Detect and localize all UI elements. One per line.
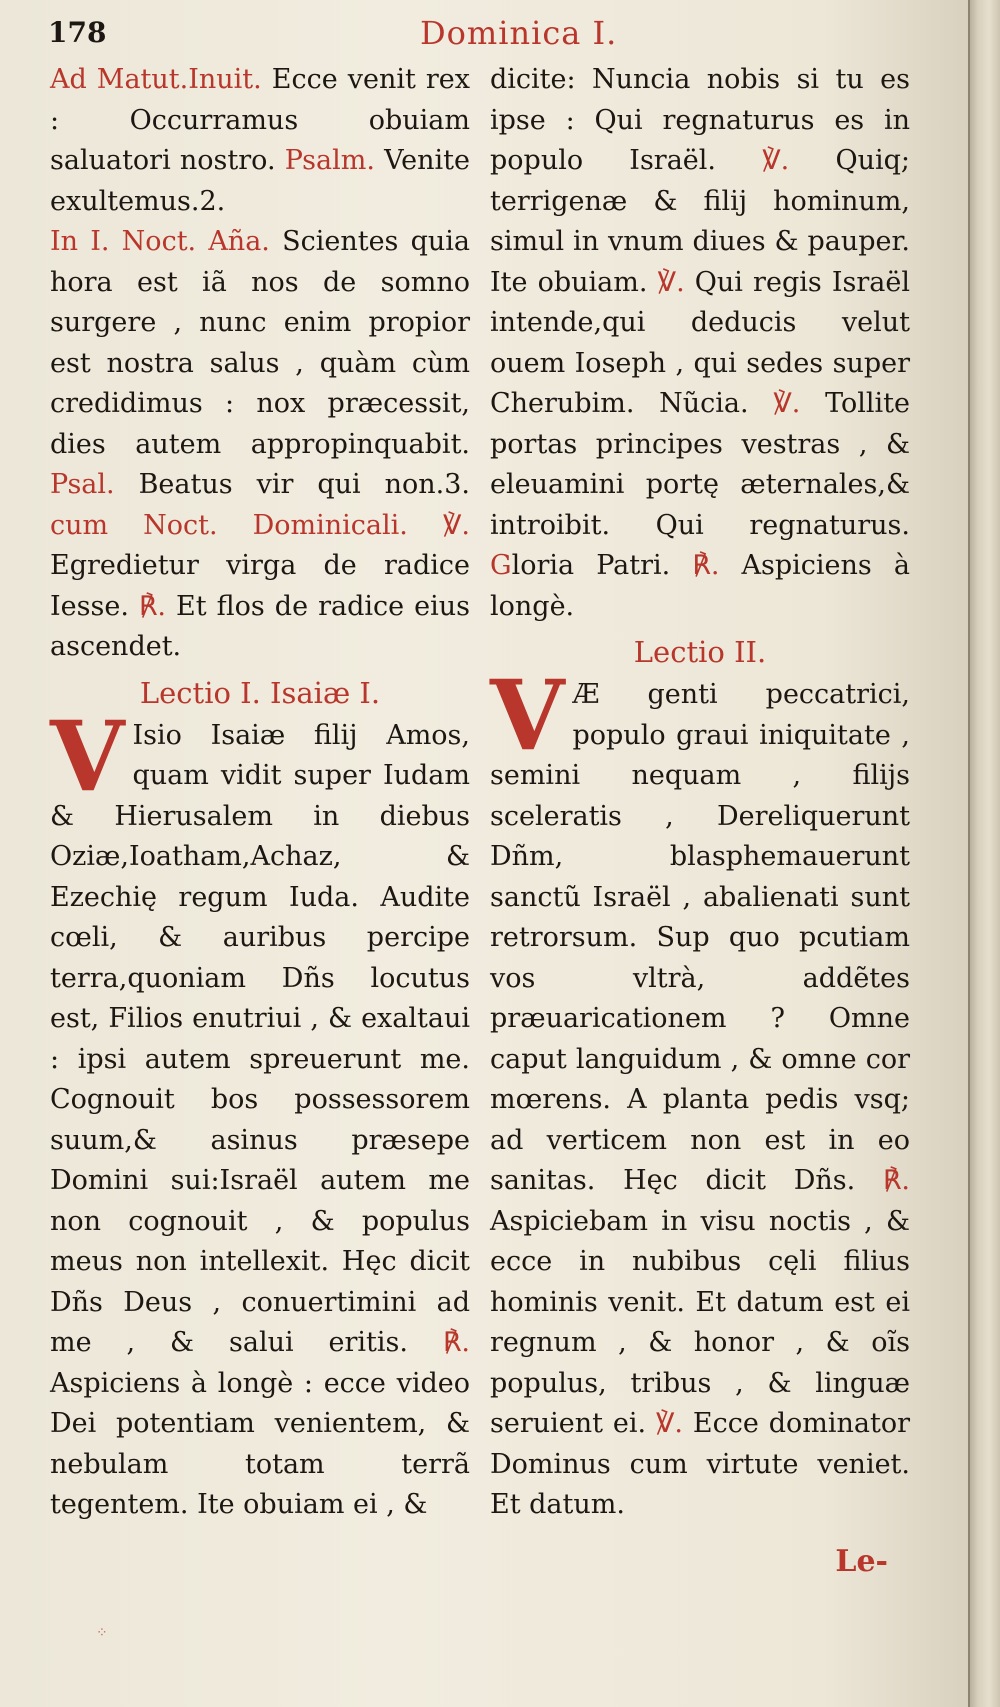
responsory-continuation: [490, 60, 910, 627]
page-header: [48, 14, 908, 62]
versicle-text: Tollite portas principes vestras , & eleuamini portę æternales,& introibit. Qui regnaturus.: [490, 388, 910, 541]
rubric-psalm: Psalm.: [284, 145, 375, 176]
response-text: Et flos de radice eius ascendet.: [50, 590, 470, 662]
gloria-text: loria Patri.: [511, 550, 671, 581]
response-symbol: ℟.: [442, 1327, 470, 1358]
drop-capital: V: [50, 699, 125, 813]
versicle-text: Egredietur virga de radice Iesse.: [50, 550, 470, 622]
antiphon-text: Scientes quia hora est iã nos de somno surgere , nunc enim propior est nostra salus , quàm cùm credidimus : nox præcessit, dies autem appropinquabit.: [50, 226, 470, 460]
lesson-2-title: Lectio II.: [633, 635, 767, 669]
lesson-1-response: Aspiciens à longè : ecce video Dei potentiam venientem, & nebulam totam terrã tegentem. Ite obuiam ei , &: [50, 1367, 470, 1520]
rubric-nocturn: In I. Noct. Aña.: [50, 226, 270, 257]
rubric-cum-nocturn: cum Noct. Dominicali.: [50, 509, 408, 541]
versicle-symbol: ℣.: [442, 509, 470, 541]
response-symbol: ℟.: [882, 1165, 910, 1196]
versicle-text: Qui regis Israël intende,qui deducis velut ouem Ioseph , qui sedes super Cherubim. Nũcia.: [490, 266, 910, 419]
rubric-matins: Ad Matut.Inuit.: [50, 64, 262, 95]
response-text: Aspiciens à longè.: [490, 550, 910, 622]
ink-stain-icon: ⁘: [96, 1625, 108, 1641]
matins-invitatory: [50, 60, 470, 222]
versicle-symbol: ℣.: [762, 145, 790, 176]
gloria-initial: G: [490, 550, 512, 581]
lesson-1-body: [50, 699, 470, 1526]
lesson-2-versicle: Ecce dominator Dominus cum virtute veniet. Et datum.: [490, 1408, 910, 1520]
first-nocturn: [50, 222, 470, 668]
lesson-2-text: Æ genti peccatrici, populo graui iniquitate , semini nequam , filijs sceleratis , Dereliquerunt Dñm, blasphemauerunt sanctũ Israël , abalienati sunt retrorsum. Sup quo pcutiam vos vltrà, addẽtes præuaricationem ? Omne caput languidum , & omne cor mœrens. A planta pedis vsq; ad verticem non est in eo sanitas. Hęc dicit Dñs.: [490, 679, 910, 1196]
lesson-1-text: Isio Isaiæ filij Amos, quam vidit super Iudam & Hierusalem in diebus Oziæ,Ioatham,Achaz, & Ezechię regum Iuda. Audite cœli, & auribus percipe terra,quoniam Dñs locutus est, Filios enutriui , & exaltaui : ipsi autem spreuerunt me. Cognouit bos possessorem suum,& asinus præsepe Domini sui:Israël autem me non cognouit , & populus meus non intellexit. Hęc dicit Dñs Deus , conuertimini ad me , & salui eritis.: [50, 719, 470, 1358]
responsory-text: dicite: Nuncia nobis si tu es ipse : Qui regnaturus es in populo Israël.: [490, 64, 910, 176]
lesson-2-response: Aspiciebam in visu noctis , & ecce in nubibus cęli filius hominis venit. Et datum est ei regnum , & honor , & oĩs populus, tribus , & linguæ seruient ei.: [490, 1205, 910, 1439]
response-symbol: ℟.: [138, 590, 167, 622]
left-column: [50, 60, 470, 1526]
page-number: 178: [48, 16, 107, 49]
catchword: Le-: [835, 1544, 888, 1579]
versicle-symbol: ℣.: [773, 388, 801, 419]
psalm-incipit: Venite exultemus.2.: [50, 145, 470, 217]
versicle-text: Quiq; terrigenæ & filij hominum, simul in vnum diues & pauper. Ite obuiam.: [490, 145, 910, 298]
psalm-beatus: Beatus vir qui non.3.: [138, 469, 470, 500]
versicle-symbol: ℣.: [657, 266, 685, 298]
lesson-1-title: Lectio I. Isaiæ I.: [139, 675, 381, 710]
rubric-psal: Psal.: [50, 469, 115, 500]
book-gutter: [968, 0, 1000, 1707]
versicle-symbol: ℣.: [655, 1408, 684, 1439]
right-column: [490, 60, 910, 1526]
invitatory-text: Ecce venit rex : Occurramus obuiam saluatori nostro.: [50, 64, 470, 176]
response-symbol: ℟.: [692, 550, 720, 581]
drop-capital: V: [490, 659, 565, 772]
lesson-2-body: [490, 659, 910, 1526]
running-title: Dominica I.: [420, 14, 618, 52]
